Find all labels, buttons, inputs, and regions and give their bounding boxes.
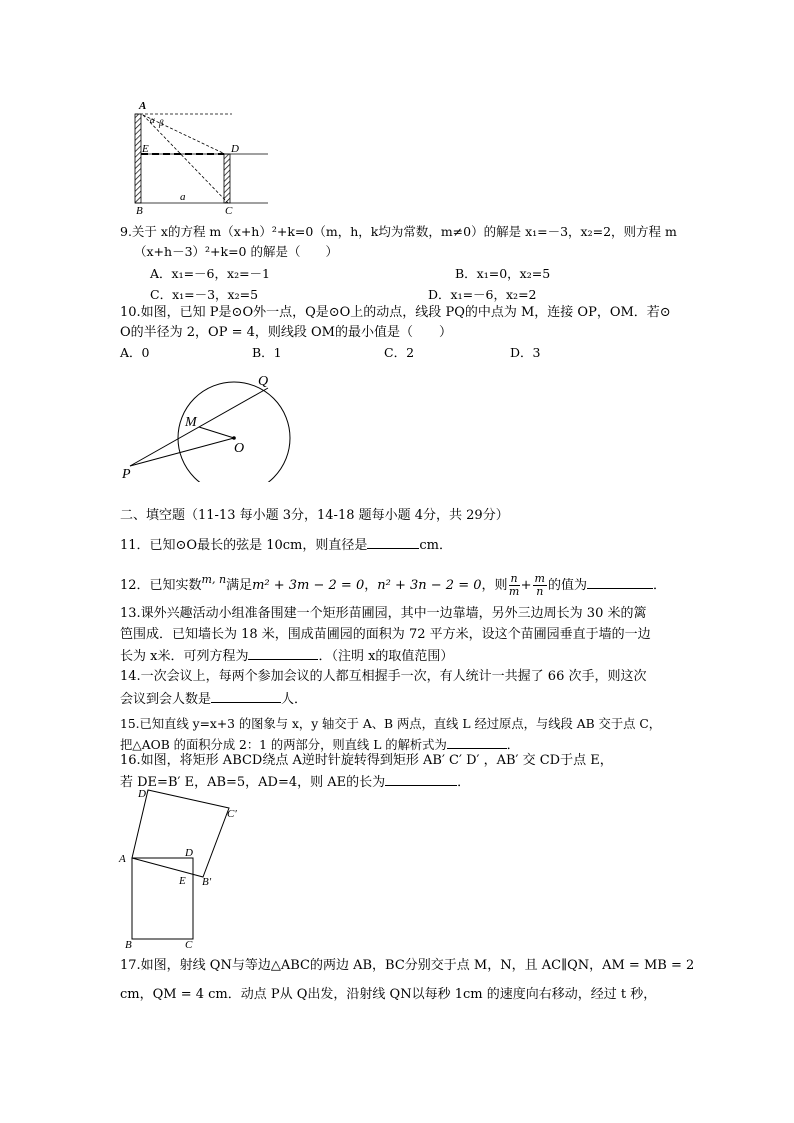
q12-mid: 满足 — [226, 578, 253, 593]
q9-option-d: D．x₁=－6，x₂=2 — [428, 287, 537, 302]
label-q: Q — [258, 374, 269, 389]
q12-vars: m, n — [201, 573, 227, 586]
q15-line2-text: 把△AOB 的面积分成 2：1 的两部分，则直线 L 的解析式为 — [120, 738, 447, 752]
wall-building-figure — [128, 96, 278, 218]
label-a: A — [139, 100, 147, 112]
q10-option-d: D．3 — [510, 345, 541, 360]
q9-option-a: A．x₁=－6，x₂=－1 — [150, 266, 271, 281]
rotated-rectangle-figure — [116, 786, 246, 952]
sight-line-ad — [143, 115, 225, 154]
rectangle-abcd — [132, 858, 193, 939]
q12-frac1-num: n — [510, 572, 518, 585]
q9-stem-line2: （x+h－3）²+k=0 的解是（ ） — [134, 244, 338, 259]
label-a: A — [119, 853, 126, 865]
label-d: D — [231, 143, 239, 155]
q17-line2: cm，QM = 4 cm．动点 P从 Q出发，沿射线 QN以每秒 1cm 的速度向右移动，经过 t 秒， — [120, 987, 657, 1002]
q10-option-c: C．2 — [384, 345, 415, 360]
q9-stem-line1: 9.关于 x的方程 m（x+h）²+k=0（m，h，k均为常数，m≠0）的解是 x₁=－3，x₂=2，则方程 m — [120, 224, 677, 239]
segment-mo — [199, 427, 234, 438]
q15-line1: 15.已知直线 y=x+3 的图象与 x，y 轴交于 A、B 两点，直线 L 经过原点，与线段 AB 交于点 C， — [120, 717, 662, 731]
label-d-prime: D′ — [138, 788, 149, 800]
q12 — [120, 566, 666, 600]
label-alpha: α — [150, 115, 155, 125]
q12-eq1: m² + 3m − 2 = 0 — [252, 578, 365, 593]
q12-plus: + — [520, 578, 532, 593]
circle-o — [178, 382, 290, 482]
segment-po — [130, 438, 234, 466]
label-e: E — [142, 143, 149, 155]
q12-fraction-1 — [509, 573, 520, 598]
q12-frac2-num: m — [534, 572, 545, 585]
q12-after: 的值为 — [547, 578, 587, 593]
q13-line2: 笆围成．已知墙长为 18 米，围成苗圃园的面积为 72 平方米，设这个苗圃园垂直于墙的一边 — [120, 627, 651, 642]
q15-end: ． — [506, 738, 520, 752]
q10-option-a: A．0 — [120, 345, 150, 360]
q13-line1: 13.课外兴趣活动小组准备围建一个矩形苗圃园，其中一边靠墙，另外三边周长为 30 米的篱 — [120, 606, 647, 621]
q16-line2-text: 若 DE=B′ E，AB=5，AD=4，则 AE的长为 — [120, 775, 386, 790]
label-o: O — [234, 441, 245, 456]
q12-frac2-den: n — [536, 585, 544, 598]
q10-stem-line2: O的半径为 2，OP = 4，则线段 OM的最小值是（ ） — [120, 325, 452, 340]
q11-answer-blank[interactable] — [367, 536, 419, 549]
q15-line2 — [120, 736, 519, 753]
q11 — [120, 536, 452, 554]
q10-stem-line1: 10.如图，已知 P是⊙O外一点，Q是⊙O上的动点，线段 PQ的中点为 M，连接 OP，OM．若⊙ — [120, 305, 671, 320]
q13-line3-note: ．（注明 x的取值范围） — [318, 649, 454, 664]
label-c: C — [225, 205, 233, 217]
q12-fraction-2 — [533, 573, 547, 598]
q13-answer-blank[interactable] — [248, 647, 318, 660]
right-wall — [224, 154, 230, 203]
q12-answer-blank[interactable] — [587, 576, 653, 589]
label-p: P — [122, 467, 131, 482]
label-d: D — [185, 847, 193, 859]
left-wall — [135, 114, 141, 203]
q16-answer-blank[interactable] — [385, 773, 457, 786]
q10-option-b: B．1 — [252, 345, 282, 360]
q14-line2 — [120, 690, 307, 708]
point-o — [232, 436, 236, 440]
q17-line1: 17.如图，射线 QN与等边△ABC的两边 AB，BC分别交于点 M，N，且 AC∥QN，AM = MB = 2 — [120, 958, 695, 973]
q13-line3-text: 长为 x米．可列方程为 — [120, 649, 249, 664]
label-m: M — [185, 415, 197, 430]
q12-end: ． — [652, 578, 666, 593]
label-beta: β — [159, 118, 164, 128]
q12-eq2: n² + 3n − 2 = 0 — [377, 578, 482, 593]
q9-option-c: C．x₁=－3，x₂=5 — [150, 287, 259, 302]
q15-answer-blank[interactable] — [447, 736, 507, 749]
label-c: C — [185, 939, 193, 951]
sight-line-ac — [143, 115, 228, 203]
q14-unit: 人． — [281, 692, 308, 707]
q12-frac1-den: m — [508, 585, 520, 598]
label-c-prime: C′ — [227, 808, 237, 820]
q11-unit: cm． — [419, 538, 452, 553]
q14-line1: 14.一次会议上，每两个参加会议的人都互相握手一次，有人统计一共握了 66 次手，则这次 — [120, 669, 647, 684]
q12-before: 12．已知实数 — [120, 578, 202, 593]
label-b: B — [125, 939, 132, 951]
q14-line2-text: 会议到会人数是 — [120, 692, 212, 707]
q9-option-b: B．x₁=0，x₂=5 — [455, 266, 551, 281]
section-title: 二、填空题（11-13 每小题 3分，14-18 题每小题 4分，共 29分） — [120, 508, 509, 523]
label-e: E — [179, 875, 186, 887]
label-a-lower: a — [180, 191, 186, 203]
label-b: B — [136, 205, 143, 217]
q11-text: 11．已知⊙O最长的弦是 10cm，则直径是 — [120, 538, 368, 553]
label-b-prime: B′ — [202, 876, 212, 888]
q13-line3 — [120, 647, 453, 665]
q16-line1: 16.如图，将矩形 ABCD绕点 A逆时针旋转得到矩形 AB′ C′ D′ ，AB′ 交 CD于点 E， — [120, 753, 613, 768]
q12-sep: ， — [364, 578, 378, 593]
q14-answer-blank[interactable] — [211, 690, 281, 703]
circle-figure — [118, 370, 298, 482]
q12-then: ，则 — [481, 578, 508, 593]
q16-end: ． — [457, 775, 471, 790]
rectangle-ab-c-d-prime — [132, 790, 229, 877]
